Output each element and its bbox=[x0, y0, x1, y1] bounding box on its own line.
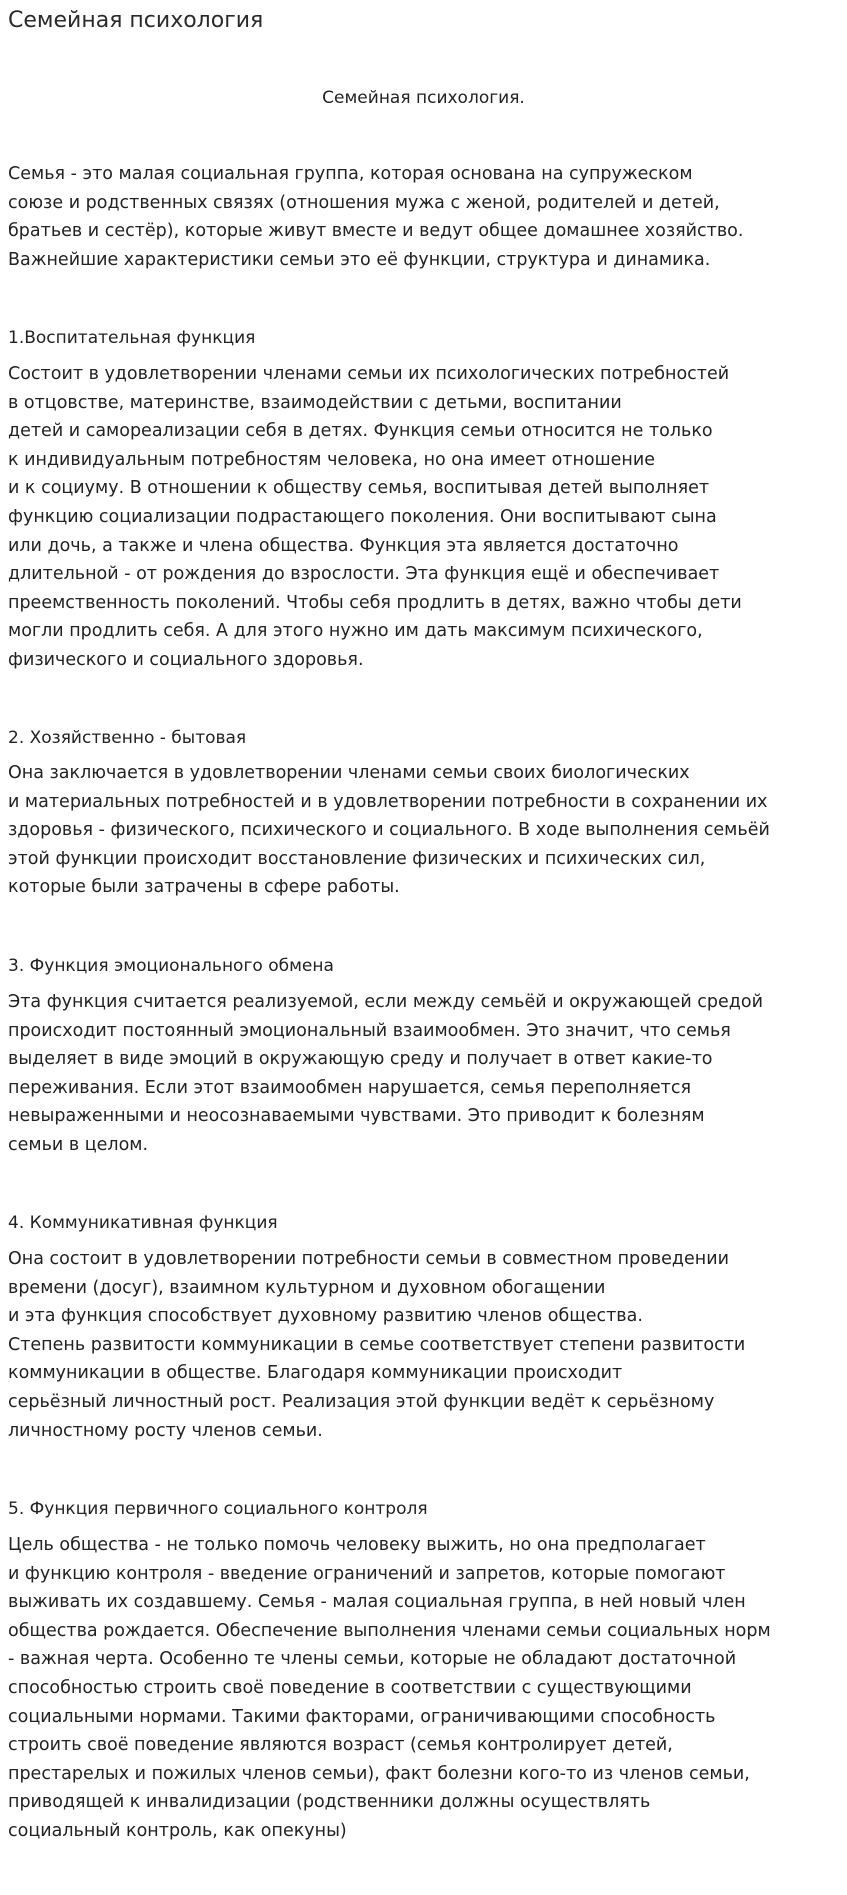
text-line: общества рождается. Обеспечение выполнения членами семьи социальных норм bbox=[8, 1620, 771, 1641]
text-line: детей и самореализации себя в детях. Функция семьи относится не только bbox=[8, 421, 713, 442]
text-line: престарелых и пожилых членов семьи), факт болезни кого-то из членов семьи, bbox=[8, 1763, 750, 1784]
text-line: приводящей к инвалидизации (родственники должны осуществлять bbox=[8, 1792, 651, 1813]
intro-paragraph bbox=[8, 160, 843, 274]
document-heading: Семейная психология. bbox=[322, 88, 525, 108]
text-line: выживать их создавшему. Семья - малая социальная группа, в ней новый член bbox=[8, 1592, 746, 1613]
text-line: личностному росту членов семьи. bbox=[8, 1420, 323, 1441]
text-line: Семья - это малая социальная группа, которая основана на супружеском bbox=[8, 164, 693, 184]
text-line: способностью строить своё поведение в соответствии с существующими bbox=[8, 1677, 692, 1698]
text-line: невыраженными и неосознаваемыми чувствами. Это приводит к болезням bbox=[8, 1106, 705, 1127]
text-line: могли продлить себя. А для этого нужно им дать максимум психического, bbox=[8, 621, 703, 642]
section-heading: 2. Хозяйственно - бытовая bbox=[8, 728, 247, 748]
text-line: Состоит в удовлетворении членами семьи их психологических потребностей bbox=[8, 364, 730, 384]
text-line: Степень развитости коммуникации в семье соответствует степени развитости bbox=[8, 1334, 746, 1355]
section-heading: 5. Функция первичного социального контроля bbox=[8, 1499, 428, 1519]
text-line: функцию социализации подрастающего поколения. Они воспитывают сына bbox=[8, 506, 717, 527]
text-line: здоровья - физического, психического и социального. В ходе выполнения семьёй bbox=[8, 820, 770, 841]
text-line: и эта функция способствует духовному развитию членов общества. bbox=[8, 1306, 643, 1327]
section-paragraph bbox=[8, 988, 843, 1160]
text-line: - важная черта. Особенно те члены семьи, которые не обладают достаточной bbox=[8, 1649, 737, 1670]
text-line: Важнейшие характеристики семьи это её функции, структура и динамика. bbox=[8, 249, 711, 270]
section-paragraph bbox=[8, 1531, 843, 1846]
text-line: или дочь, а также и члена общества. Функция эта является достаточно bbox=[8, 535, 679, 556]
text-line: происходит постоянный эмоциональный взаимообмен. Это значит, что семья bbox=[8, 1020, 731, 1041]
text-line: длительной - от рождения до взрослости. Эта функция ещё и обеспечивает bbox=[8, 564, 720, 585]
section-heading: 4. Коммуникативная функция bbox=[8, 1213, 278, 1233]
text-line: коммуникации в обществе. Благодаря коммуникации происходит bbox=[8, 1363, 623, 1384]
page-title: Семейная психология bbox=[8, 8, 264, 33]
text-line: серьёзный личностный рост. Реализация этой функции ведёт к серьёзному bbox=[8, 1391, 715, 1412]
text-line: к индивидуальным потребностям человека, но она имеет отношение bbox=[8, 449, 655, 470]
text-line: этой функции происходит восстановление физических и психических сил, bbox=[8, 848, 706, 869]
section-heading: 3. Функция эмоционального обмена bbox=[8, 956, 334, 976]
text-line: и материальных потребностей и в удовлетворении потребности в сохранении их bbox=[8, 791, 768, 812]
section-paragraph bbox=[8, 759, 843, 902]
section-heading: 1.Воспитательная функция bbox=[8, 328, 256, 348]
text-line: в отцовстве, материнстве, взаимодействии с детьми, воспитании bbox=[8, 392, 622, 413]
section-paragraph bbox=[8, 360, 843, 675]
text-line: социальными нормами. Такими факторами, ограничивающими способность bbox=[8, 1706, 716, 1727]
text-line: Эта функция считается реализуемой, если между семьёй и окружающей средой bbox=[8, 992, 763, 1012]
text-line: строить своё поведение являются возраст (семья контролирует детей, bbox=[8, 1735, 673, 1756]
text-line: физического и социального здоровья. bbox=[8, 649, 364, 670]
section-paragraph bbox=[8, 1245, 843, 1445]
text-line: выделяет в виде эмоций в окружающую среду и получает в ответ какие-то bbox=[8, 1049, 713, 1070]
text-line: и функцию контроля - введение ограничений и запретов, которые помогают bbox=[8, 1563, 726, 1584]
text-line: Она заключается в удовлетворении членами семьи своих биологических bbox=[8, 763, 690, 783]
text-line: Цель общества - не только помочь человеку выжить, но она предполагает bbox=[8, 1535, 706, 1555]
text-line: братьев и сестёр), которые живут вместе и ведут общее домашнее хозяйство. bbox=[8, 221, 744, 242]
text-line: семьи в целом. bbox=[8, 1134, 149, 1155]
text-line: Она состоит в удовлетворении потребности семьи в совместном проведении bbox=[8, 1249, 729, 1269]
text-line: и к социуму. В отношении к обществу семья, воспитывая детей выполняет bbox=[8, 478, 710, 499]
text-line: союзе и родственных связях (отношения мужа с женой, родителей и детей, bbox=[8, 192, 720, 213]
text-line: времени (досуг), взаимном культурном и духовном обогащении bbox=[8, 1277, 606, 1298]
text-line: преемственность поколений. Чтобы себя продлить в детях, важно чтобы дети bbox=[8, 592, 742, 613]
text-line: социальный контроль, как опекуны) bbox=[8, 1820, 347, 1841]
text-line: переживания. Если этот взаимообмен нарушается, семья переполняется bbox=[8, 1077, 691, 1098]
text-line: которые были затрачены в сфере работы. bbox=[8, 877, 400, 898]
